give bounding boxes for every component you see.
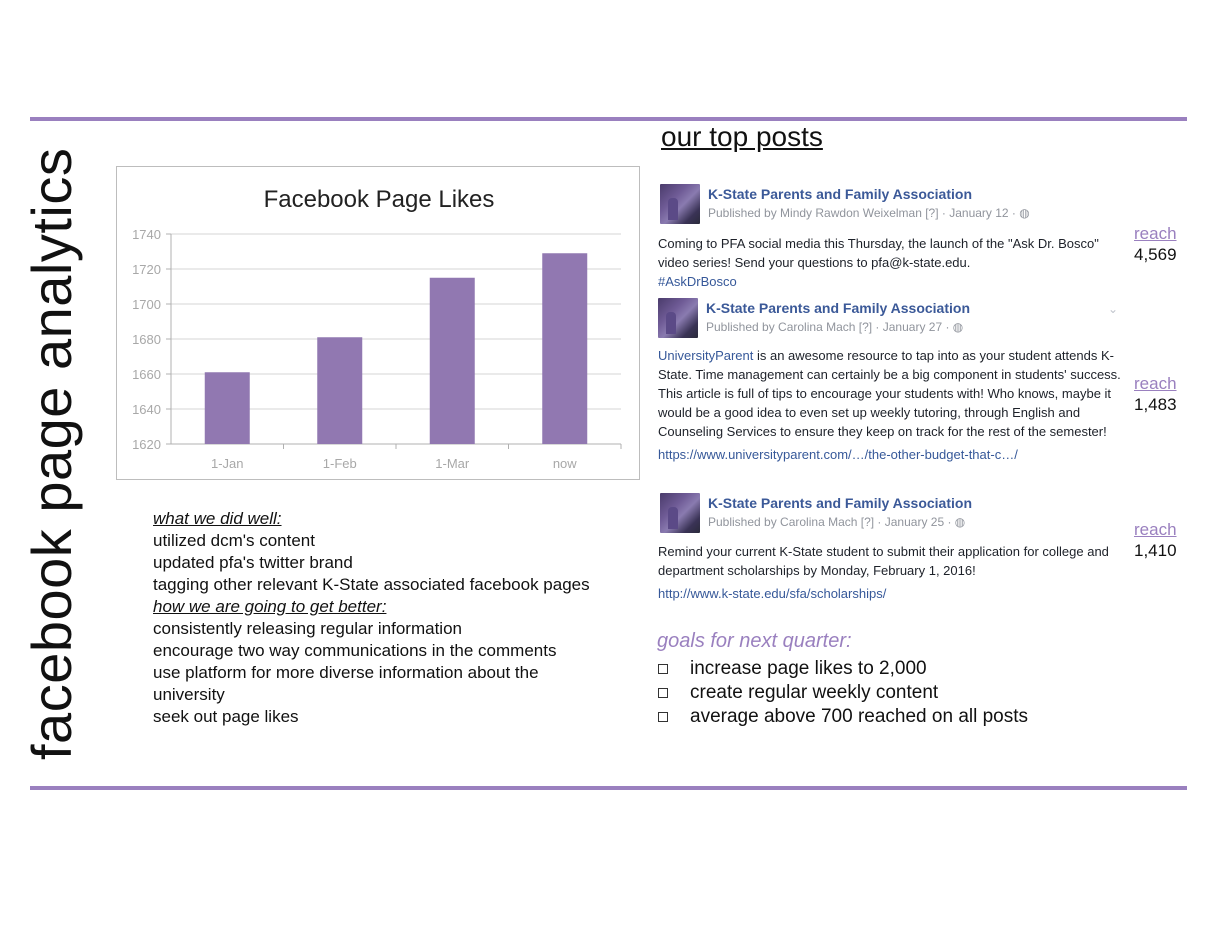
x-tick-label: 1-Mar bbox=[435, 456, 470, 471]
better-item: use platform for more diverse information about the university bbox=[153, 663, 539, 704]
top-divider bbox=[30, 117, 1187, 121]
slide-title: facebook page analytics bbox=[20, 147, 83, 760]
post-body bbox=[658, 542, 1128, 580]
chart-y-ticks bbox=[132, 227, 161, 452]
reach-label: reach bbox=[1134, 224, 1177, 243]
bar-1-Jan bbox=[205, 372, 250, 444]
goal-item bbox=[657, 657, 1028, 681]
y-tick-label: 1640 bbox=[132, 402, 161, 417]
hashtag-link[interactable]: #AskDrBosco bbox=[658, 274, 737, 289]
post-card-2 bbox=[656, 298, 1126, 462]
mention-link[interactable]: UniversityParent bbox=[658, 348, 754, 363]
post-url-link[interactable]: http://www.k-state.edu/sfa/scholarships/ bbox=[658, 586, 887, 601]
better-item: encourage two way communications in the comments bbox=[153, 641, 557, 660]
goal-text: average above 700 reached on all posts bbox=[690, 706, 1029, 727]
y-tick-label: 1740 bbox=[132, 227, 161, 242]
x-tick-label: 1-Jan bbox=[210, 456, 244, 471]
goals-list bbox=[657, 657, 1028, 729]
post-text: Remind your current K-State student to submit their application for college and department scholarships by Monday, February 1, 2016! bbox=[658, 544, 1109, 578]
reach-label: reach bbox=[1134, 520, 1177, 539]
chevron-down-icon[interactable]: ⌄ bbox=[1107, 302, 1118, 316]
post-header bbox=[656, 298, 1126, 342]
checkbox-icon bbox=[658, 688, 668, 698]
bar-now bbox=[542, 253, 587, 444]
bar-1-Mar bbox=[430, 278, 475, 444]
reach-value: 1,483 bbox=[1134, 395, 1177, 414]
chart-x-ticks bbox=[211, 444, 621, 471]
well-item: updated pfa's twitter brand bbox=[153, 553, 353, 572]
checkbox-icon bbox=[658, 712, 668, 722]
published-by: Published by Carolina Mach [?] · January 27 · ◍ bbox=[706, 320, 964, 334]
post-card-1 bbox=[658, 184, 1128, 291]
y-tick-label: 1720 bbox=[132, 262, 161, 277]
post-body bbox=[658, 234, 1128, 291]
likes-chart-svg bbox=[117, 167, 641, 481]
chart-bars bbox=[205, 253, 588, 444]
bottom-divider bbox=[30, 786, 1187, 790]
reach-stat-2 bbox=[1134, 373, 1177, 415]
post-header bbox=[658, 493, 1128, 537]
y-tick-label: 1700 bbox=[132, 297, 161, 312]
bar-1-Feb bbox=[317, 337, 362, 444]
page-name-link[interactable]: K-State Parents and Family Association bbox=[708, 495, 972, 511]
chart-title: Facebook Page Likes bbox=[263, 186, 495, 213]
well-item: utilized dcm's content bbox=[153, 531, 315, 550]
well-item: tagging other relevant K-State associated facebook pages bbox=[153, 575, 590, 594]
reach-stat-3 bbox=[1134, 519, 1177, 561]
goal-text: increase page likes to 2,000 bbox=[690, 658, 927, 679]
y-tick-label: 1680 bbox=[132, 332, 161, 347]
y-tick-label: 1660 bbox=[132, 367, 161, 382]
goal-item bbox=[657, 705, 1028, 729]
post-url-link[interactable]: https://www.universityparent.com/…/the-other-budget-that-c…/ bbox=[658, 447, 1018, 462]
page-avatar[interactable] bbox=[660, 184, 700, 224]
likes-chart bbox=[116, 166, 640, 480]
reach-value: 1,410 bbox=[1134, 541, 1177, 560]
x-tick-label: now bbox=[552, 456, 577, 471]
well-heading: what we did well: bbox=[153, 509, 282, 528]
post-header bbox=[658, 184, 1128, 228]
y-tick-label: 1620 bbox=[132, 437, 161, 452]
goal-text: create regular weekly content bbox=[690, 682, 939, 703]
analytics-notes bbox=[153, 508, 633, 728]
published-by: Published by Mindy Rawdon Weixelman [?] · January 12 · ◍ bbox=[708, 206, 1030, 220]
better-item: consistently releasing regular information bbox=[153, 619, 462, 638]
page-name-link[interactable]: K-State Parents and Family Association bbox=[708, 186, 972, 202]
page-avatar[interactable] bbox=[660, 493, 700, 533]
reach-stat-1 bbox=[1134, 223, 1177, 265]
better-item: seek out page likes bbox=[153, 707, 299, 726]
post-text: is an awesome resource to tap into as your student attends K-State. Time management can certainly be a big component in students' success. This article is full of tips to encourage your students with! Who knows, maybe it would be a good idea to even set up weekly tutoring, through English and Counseling Services to ensure they keep on track for the rest of the semester! bbox=[658, 348, 1121, 439]
post-body bbox=[656, 346, 1126, 441]
post-card-3 bbox=[658, 493, 1128, 601]
better-heading: how we are going to get better: bbox=[153, 597, 387, 616]
goals-title: goals for next quarter: bbox=[657, 630, 852, 652]
reach-value: 4,569 bbox=[1134, 245, 1177, 264]
published-by: Published by Carolina Mach [?] · January 25 · ◍ bbox=[708, 515, 966, 529]
goal-item bbox=[657, 681, 1028, 705]
post-text: Coming to PFA social media this Thursday, the launch of the "Ask Dr. Bosco" video series! Send your questions to pfa@k-state.edu. bbox=[658, 236, 1099, 270]
page-name-link[interactable]: K-State Parents and Family Association bbox=[706, 300, 970, 316]
reach-label: reach bbox=[1134, 374, 1177, 393]
page-avatar[interactable] bbox=[658, 298, 698, 338]
x-tick-label: 1-Feb bbox=[322, 456, 357, 471]
checkbox-icon bbox=[658, 664, 668, 674]
top-posts-title: our top posts bbox=[661, 121, 823, 152]
